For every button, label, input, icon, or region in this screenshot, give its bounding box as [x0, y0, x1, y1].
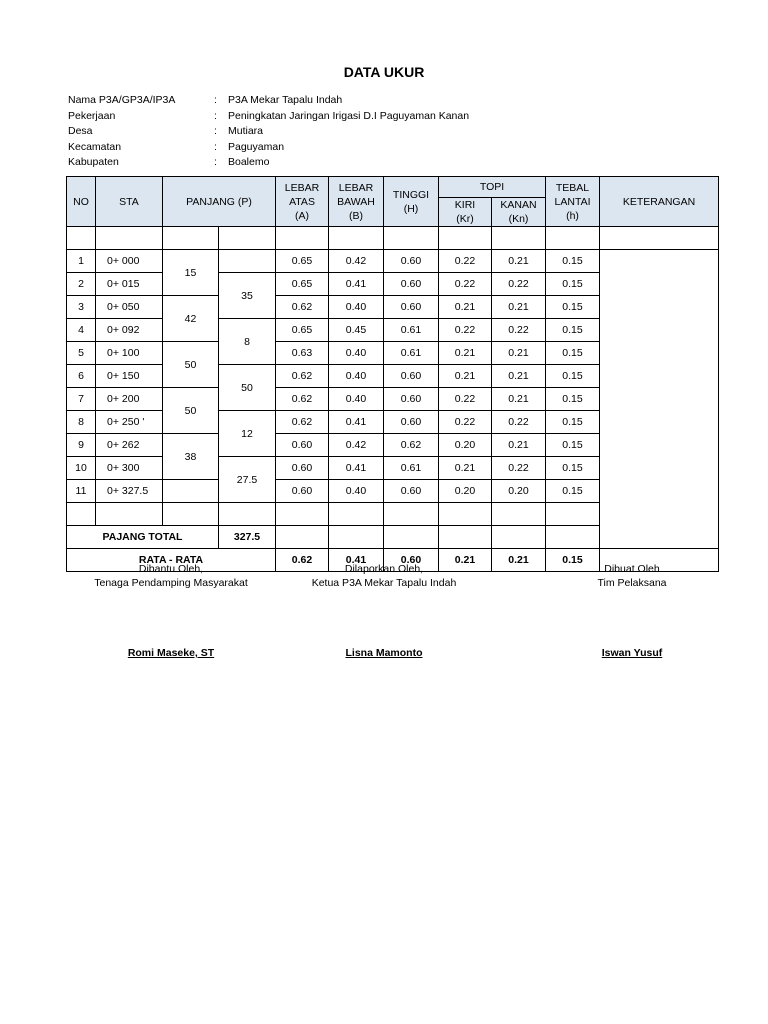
header-text: LEBAR	[284, 181, 320, 194]
gap-cell	[163, 227, 219, 250]
cell-tebal-lantai: 0.15	[546, 319, 600, 342]
cell-tinggi: 0.60	[384, 296, 439, 319]
signature-role: Dilaporkan Oleh,	[344, 563, 424, 575]
cell-sta: 0+ 150	[96, 365, 163, 388]
average-a: 0.62	[276, 549, 329, 572]
cell-lebar-bawah: 0.40	[329, 296, 384, 319]
header-kanan	[492, 198, 546, 227]
info-separator: :	[214, 125, 217, 137]
cell-kanan: 0.21	[492, 434, 546, 457]
average-tl: 0.15	[546, 549, 600, 572]
cell-panjang-right: 27.5	[219, 457, 276, 503]
cell-tebal-lantai: 0.15	[546, 434, 600, 457]
cell-no: 3	[67, 296, 96, 319]
empty-cell	[96, 503, 163, 526]
table-row	[67, 250, 719, 273]
gap-cell	[546, 227, 600, 250]
cell-lebar-bawah: 0.40	[329, 480, 384, 503]
empty-cell	[67, 503, 96, 526]
cell-panjang-right	[219, 250, 276, 273]
empty-cell	[492, 526, 546, 549]
header-text: (A)	[295, 209, 310, 222]
info-value: P3A Mekar Tapalu Indah	[228, 94, 343, 106]
cell-lebar-atas: 0.62	[276, 296, 329, 319]
signature-title: Tenaga Pendamping Masyarakat	[94, 577, 248, 589]
header-text: LEBAR	[338, 181, 374, 194]
empty-cell	[439, 526, 492, 549]
cell-kiri: 0.20	[439, 480, 492, 503]
cell-kanan: 0.21	[492, 342, 546, 365]
cell-sta: 0+ 092	[96, 319, 163, 342]
info-separator: :	[214, 94, 217, 106]
empty-cell	[384, 503, 439, 526]
cell-panjang-left	[163, 480, 219, 503]
header-kiri	[439, 198, 492, 227]
empty-cell	[329, 526, 384, 549]
info-value: Peningkatan Jaringan Irigasi D.I Paguyaman Kanan	[228, 109, 470, 122]
cell-tinggi: 0.60	[384, 480, 439, 503]
header-topi: TOPI	[439, 177, 546, 198]
document-title: DATA UKUR	[343, 64, 425, 80]
header-text: (Kr)	[456, 213, 474, 225]
empty-cell	[546, 503, 600, 526]
cell-kiri: 0.22	[439, 250, 492, 273]
cell-kiri: 0.22	[439, 411, 492, 434]
cell-no: 6	[67, 365, 96, 388]
signature-name: Romi Maseke, ST	[127, 647, 215, 659]
cell-lebar-bawah: 0.40	[329, 365, 384, 388]
cell-tinggi: 0.61	[384, 319, 439, 342]
empty-cell	[219, 503, 276, 526]
header-text: (B)	[349, 209, 364, 222]
header-panjang: PANJANG (P)	[163, 177, 276, 227]
average-kr: 0.21	[439, 549, 492, 572]
gap-cell	[492, 227, 546, 250]
cell-tinggi: 0.62	[384, 434, 439, 457]
cell-sta: 0+ 200	[96, 388, 163, 411]
signature-block-dibantu	[71, 562, 271, 660]
cell-sta: 0+ 300	[96, 457, 163, 480]
cell-sta: 0+ 000	[96, 250, 163, 273]
cell-tinggi: 0.60	[384, 273, 439, 296]
cell-kanan: 0.21	[492, 365, 546, 388]
cell-sta: 0+ 015	[96, 273, 163, 296]
header-text: KIRI	[454, 199, 476, 211]
cell-kiri: 0.21	[439, 296, 492, 319]
cell-tinggi: 0.60	[384, 388, 439, 411]
cell-tinggi: 0.60	[384, 365, 439, 388]
total-label: PAJANG TOTAL	[67, 526, 219, 549]
header-text: BAWAH	[337, 195, 375, 208]
cell-sta: 0+ 050	[96, 296, 163, 319]
info-separator: :	[214, 156, 217, 168]
header-gap-row	[67, 227, 719, 250]
header-text: TINGGI	[392, 188, 430, 201]
cell-kiri: 0.21	[439, 365, 492, 388]
cell-panjang-left: 42	[163, 296, 219, 342]
cell-tinggi: 0.60	[384, 411, 439, 434]
signature-name: Lisna Mamonto	[345, 647, 423, 659]
cell-lebar-bawah: 0.40	[329, 342, 384, 365]
cell-panjang-left: 50	[163, 388, 219, 434]
cell-no: 1	[67, 250, 96, 273]
signature-title: Tim Pelaksana	[597, 577, 667, 589]
cell-sta: 0+ 262	[96, 434, 163, 457]
average-kn: 0.21	[492, 549, 546, 572]
cell-tebal-lantai: 0.15	[546, 480, 600, 503]
cell-kiri: 0.21	[439, 457, 492, 480]
empty-cell	[492, 503, 546, 526]
gap-cell	[96, 227, 163, 250]
cell-tebal-lantai: 0.15	[546, 296, 600, 319]
cell-panjang-right: 8	[219, 319, 276, 365]
cell-lebar-atas: 0.63	[276, 342, 329, 365]
cell-keterangan	[600, 250, 719, 549]
empty-cell	[546, 526, 600, 549]
gap-cell	[439, 227, 492, 250]
cell-kanan: 0.22	[492, 457, 546, 480]
info-label: Nama P3A/GP3A/IP3A	[68, 94, 176, 106]
cell-panjang-left: 38	[163, 434, 219, 480]
info-label: Kecamatan	[68, 140, 122, 153]
header-text: (h)	[566, 209, 579, 222]
gap-cell	[329, 227, 384, 250]
info-label: Desa	[68, 125, 93, 137]
cell-no: 2	[67, 273, 96, 296]
cell-tinggi: 0.61	[384, 457, 439, 480]
info-value: Paguyaman	[228, 140, 285, 153]
cell-lebar-atas: 0.60	[276, 480, 329, 503]
header-lebar-bawah	[329, 177, 384, 227]
cell-no: 5	[67, 342, 96, 365]
info-separator: :	[214, 140, 217, 153]
signature-title: Ketua P3A Mekar Tapalu Indah	[311, 577, 457, 589]
cell-lebar-bawah: 0.42	[329, 434, 384, 457]
cell-kanan: 0.21	[492, 250, 546, 273]
header-text: (Kn)	[508, 213, 529, 225]
gap-cell	[384, 227, 439, 250]
cell-sta: 0+ 250 '	[96, 411, 163, 434]
header-sta: STA	[96, 177, 163, 227]
cell-lebar-bawah: 0.40	[329, 388, 384, 411]
empty-cell	[439, 503, 492, 526]
cell-no: 4	[67, 319, 96, 342]
cell-lebar-bawah: 0.41	[329, 457, 384, 480]
measurement-table	[66, 176, 719, 572]
total-value: 327.5	[219, 526, 276, 549]
signature-block-dibuat	[532, 562, 732, 660]
gap-cell	[600, 227, 719, 250]
cell-lebar-atas: 0.65	[276, 250, 329, 273]
cell-kanan: 0.22	[492, 273, 546, 296]
gap-cell	[219, 227, 276, 250]
info-label: Pekerjaan	[68, 109, 116, 122]
cell-no: 7	[67, 388, 96, 411]
signature-name: Iswan Yusuf	[601, 647, 663, 659]
cell-kanan: 0.22	[492, 411, 546, 434]
header-text: (H)	[403, 202, 419, 215]
cell-lebar-atas: 0.65	[276, 319, 329, 342]
cell-lebar-bawah: 0.41	[329, 273, 384, 296]
signature-block-dilaporkan	[284, 562, 484, 660]
cell-tebal-lantai: 0.15	[546, 411, 600, 434]
cell-kanan: 0.20	[492, 480, 546, 503]
cell-tebal-lantai: 0.15	[546, 365, 600, 388]
empty-cell	[384, 526, 439, 549]
cell-lebar-bawah: 0.42	[329, 250, 384, 273]
info-label: Kabupaten	[68, 156, 119, 168]
header-tebal-lantai	[546, 177, 600, 227]
cell-lebar-bawah: 0.45	[329, 319, 384, 342]
cell-kiri: 0.22	[439, 388, 492, 411]
cell-no: 9	[67, 434, 96, 457]
cell-no: 8	[67, 411, 96, 434]
info-separator: :	[214, 109, 217, 122]
cell-lebar-bawah: 0.41	[329, 411, 384, 434]
empty-cell	[329, 503, 384, 526]
cell-kanan: 0.21	[492, 296, 546, 319]
cell-tebal-lantai: 0.15	[546, 457, 600, 480]
cell-lebar-atas: 0.60	[276, 434, 329, 457]
cell-tebal-lantai: 0.15	[546, 388, 600, 411]
cell-no: 10	[67, 457, 96, 480]
header-no: NO	[67, 177, 96, 227]
cell-tebal-lantai: 0.15	[546, 250, 600, 273]
cell-tinggi: 0.60	[384, 250, 439, 273]
header-text: LANTAI	[554, 195, 591, 208]
cell-lebar-atas: 0.62	[276, 365, 329, 388]
cell-panjang-left: 50	[163, 342, 219, 388]
header-text: ATAS	[289, 195, 315, 208]
header-lebar-atas	[276, 177, 329, 227]
header-text: TEBAL	[555, 181, 590, 194]
empty-cell	[276, 526, 329, 549]
cell-sta: 0+ 100	[96, 342, 163, 365]
average-b: 0.41	[329, 549, 384, 572]
header-tinggi	[384, 177, 439, 227]
info-value: Mutiara	[228, 125, 264, 137]
cell-kiri: 0.22	[439, 273, 492, 296]
empty-cell	[163, 503, 219, 526]
cell-panjang-right: 12	[219, 411, 276, 457]
average-label: RATA - RATA	[67, 549, 276, 572]
cell-kanan: 0.22	[492, 319, 546, 342]
empty-cell	[276, 503, 329, 526]
average-h: 0.60	[384, 549, 439, 572]
gap-cell	[67, 227, 96, 250]
cell-tinggi: 0.61	[384, 342, 439, 365]
cell-lebar-atas: 0.62	[276, 411, 329, 434]
info-value: Boalemo	[228, 156, 270, 168]
signature-role: Dibantu Oleh,	[138, 563, 204, 575]
gap-cell	[276, 227, 329, 250]
cell-no: 11	[67, 480, 96, 503]
cell-kiri: 0.21	[439, 342, 492, 365]
cell-tebal-lantai: 0.15	[546, 342, 600, 365]
cell-kiri: 0.20	[439, 434, 492, 457]
cell-panjang-right: 50	[219, 365, 276, 411]
cell-lebar-atas: 0.62	[276, 388, 329, 411]
header-text: KANAN	[500, 199, 537, 211]
cell-kiri: 0.22	[439, 319, 492, 342]
cell-panjang-right: 35	[219, 273, 276, 319]
cell-panjang-left: 15	[163, 250, 219, 296]
cell-tebal-lantai: 0.15	[546, 273, 600, 296]
header-keterangan: KETERANGAN	[600, 177, 719, 227]
table-body	[67, 227, 719, 572]
cell-lebar-atas: 0.60	[276, 457, 329, 480]
signature-role: Dibuat Oleh	[604, 563, 660, 575]
cell-sta: 0+ 327.5	[96, 480, 163, 503]
cell-kanan: 0.21	[492, 388, 546, 411]
cell-lebar-atas: 0.65	[276, 273, 329, 296]
